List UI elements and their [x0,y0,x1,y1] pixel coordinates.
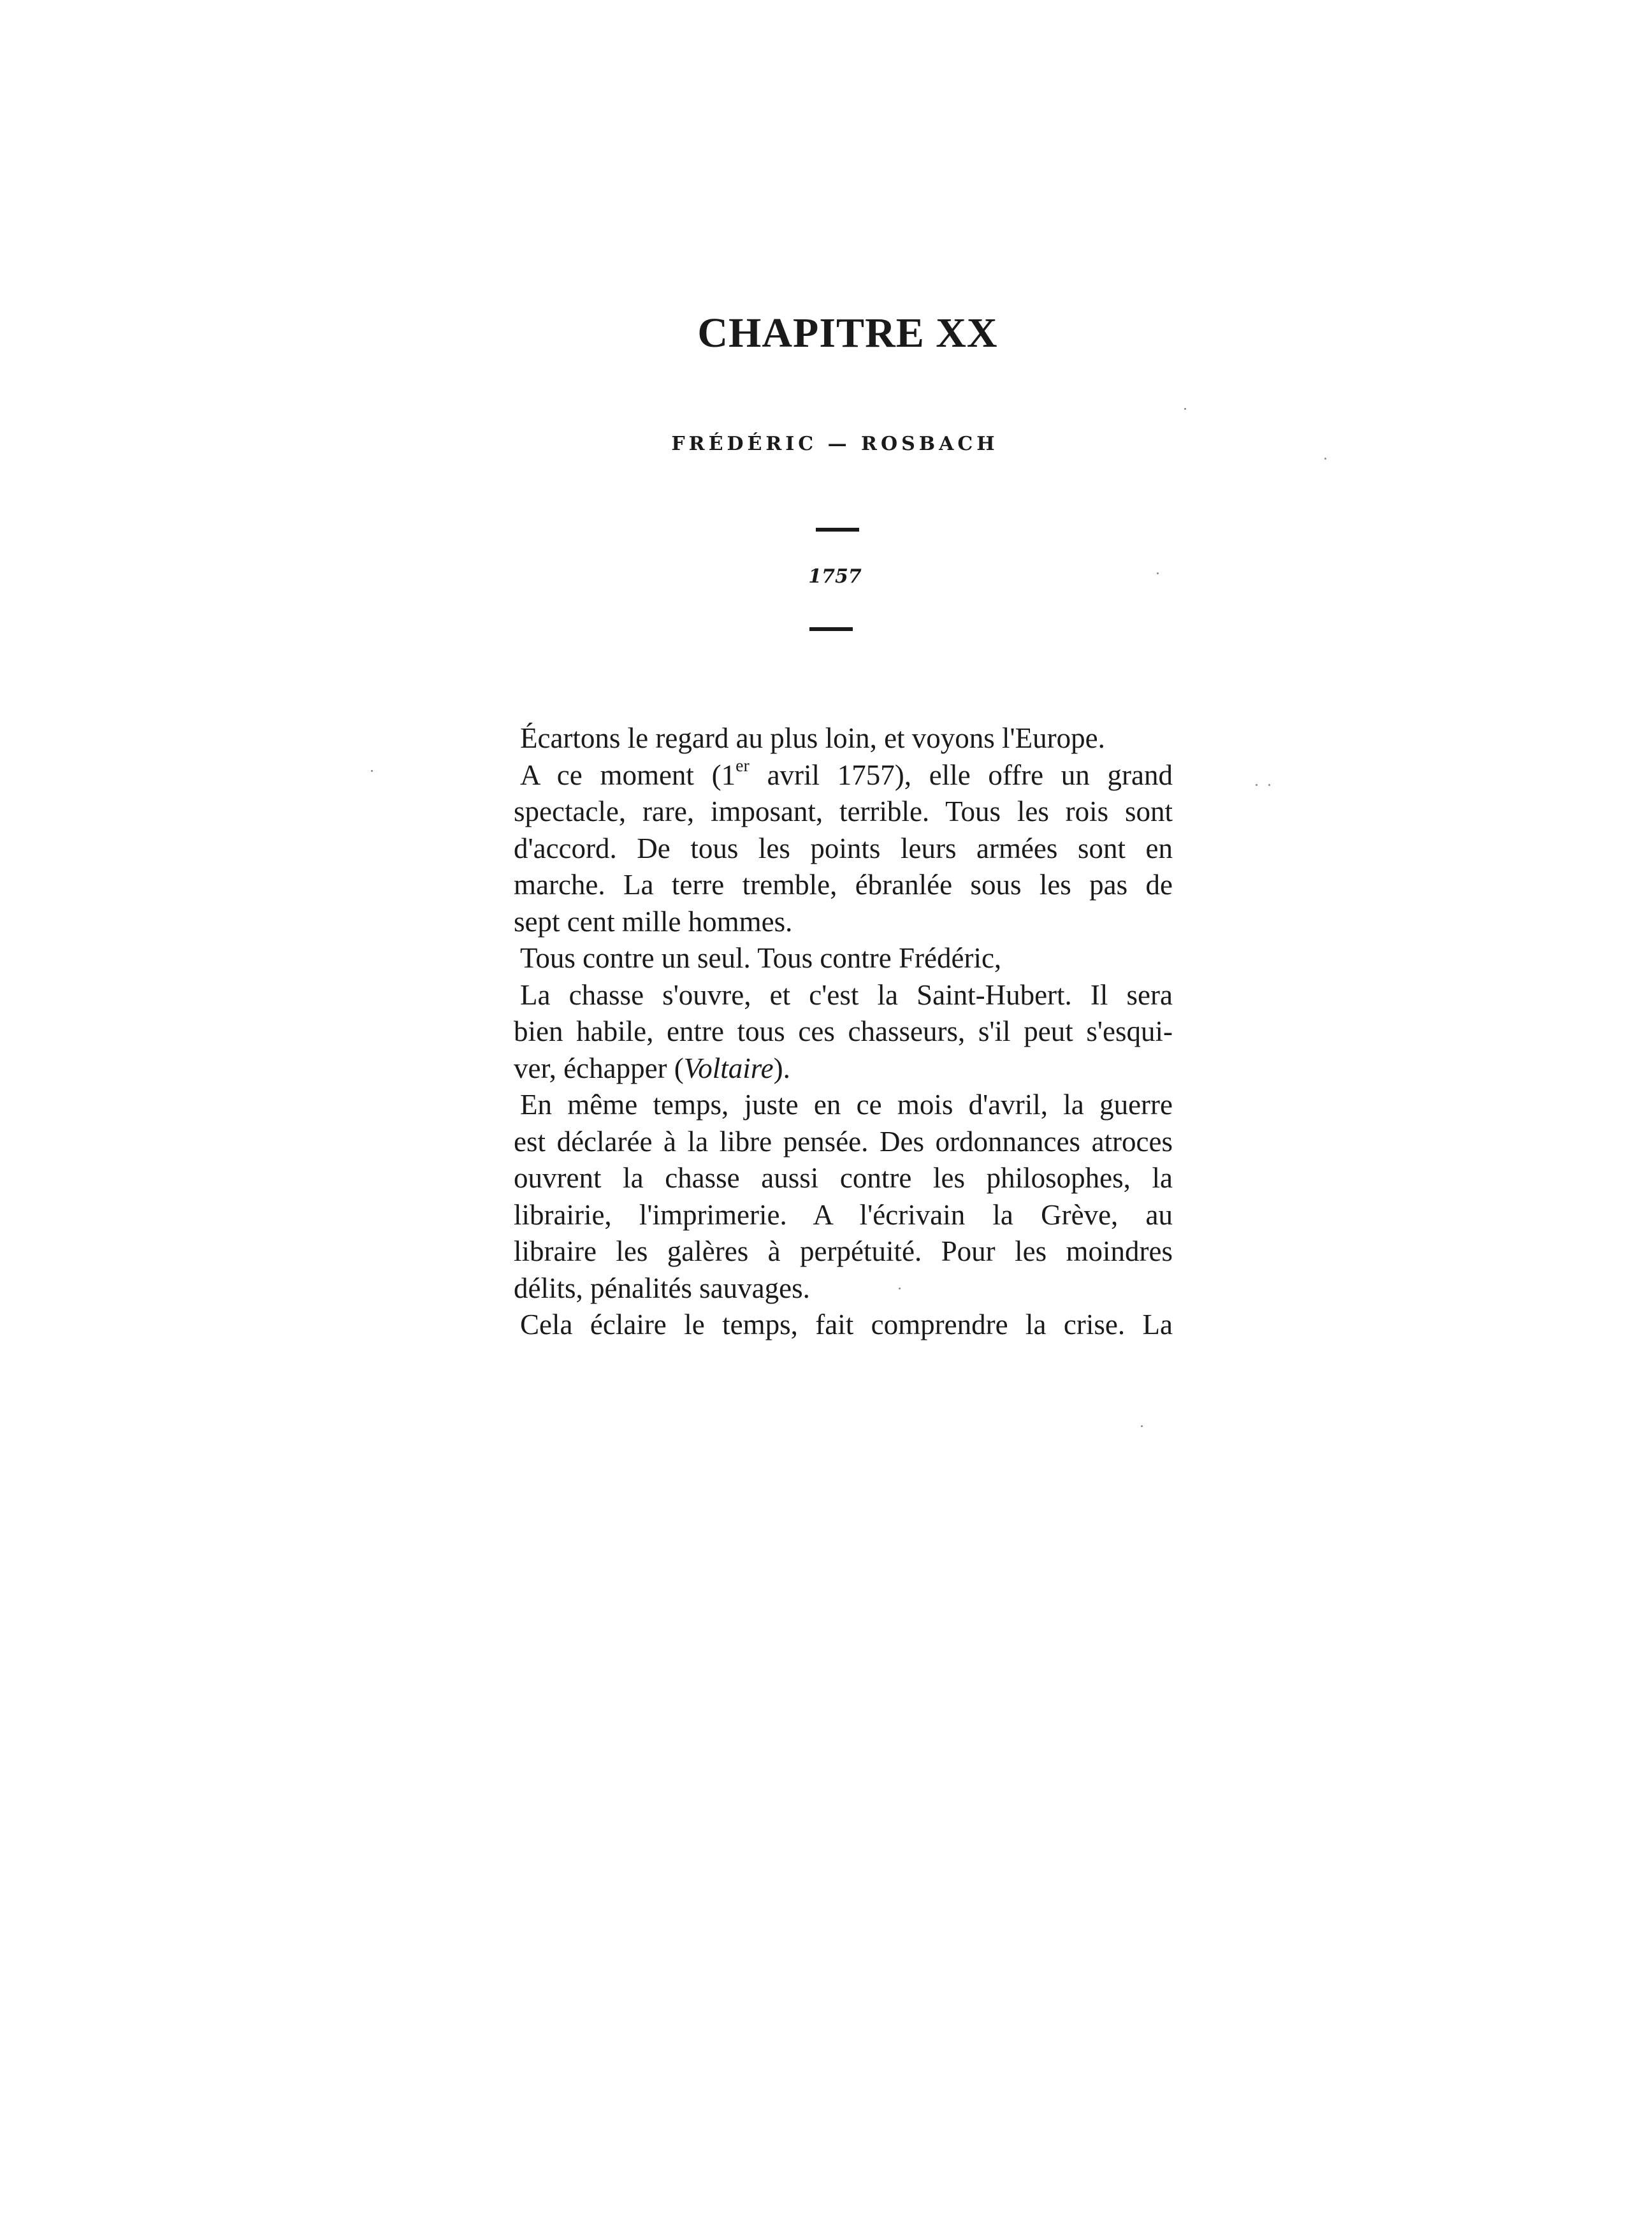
text-line: En même temps, juste en ce mois d'avril, la guerre [520,1089,1173,1121]
chapter-title: CHAPITRE XX [697,310,998,356]
paragraph-4 [514,977,1173,1087]
scan-speck [1268,784,1270,786]
paragraph-1 [514,720,1173,757]
text-line: sept cent mille hommes. [514,905,793,938]
scan-speck [1324,458,1326,460]
scan-speck [899,1288,901,1289]
text-line: ver, échapper (Voltaire). [514,1052,790,1084]
text-line: libraire les galères à perpétuité. Pour les moindres [514,1235,1173,1267]
text-line: bien habile, entre tous ces chasseurs, s'il peut s'esqui- [514,1015,1173,1047]
paragraph-5 [514,1087,1173,1307]
scan-speck [371,770,373,772]
paragraph-6 [514,1307,1173,1344]
paragraph-2 [514,757,1173,941]
text-line: Écartons le regard au plus loin, et voyons l'Europe. [520,722,1105,754]
divider-bottom [809,627,853,631]
text-line: A ce moment (1er avril 1757), elle offre un grand [520,757,1173,791]
body-text [514,720,1173,1344]
scan-speck [1256,784,1257,786]
text-line: librairie, l'imprimerie. A l'écrivain la Grève, au [514,1198,1173,1231]
scan-speck [1184,408,1186,410]
text-line: marche. La terre tremble, ébranlée sous les pas de [514,869,1173,901]
chapter-year: 1757 [808,565,862,588]
scan-speck [1157,572,1159,574]
text-line: d'accord. De tous les points leurs armées sont en [514,832,1173,864]
text-line: Cela éclaire le temps, fait comprendre la crise. La [520,1309,1173,1340]
text-line: ouvrent la chasse aussi contre les philosophes, la [514,1162,1173,1194]
text-line: Tous contre un seul. Tous contre Frédéric, [520,942,1002,974]
text-line: La chasse s'ouvre, et c'est la Saint-Hubert. Il sera [520,978,1173,1011]
text-line: délits, pénalités sauvages. [514,1272,810,1304]
paragraph-3 [514,940,1173,977]
text-line: spectacle, rare, imposant, terrible. Tous les rois sont [514,795,1173,827]
scan-speck [1141,1425,1143,1427]
divider-top [816,528,859,532]
chapter-subtitle: FRÉDÉRIC — ROSBACH [671,433,999,455]
superscript-er: er [735,757,750,776]
text-line: est déclarée à la libre pensée. Des ordonnances atroces [514,1125,1173,1158]
italic-voltaire: Voltaire [683,1052,774,1084]
